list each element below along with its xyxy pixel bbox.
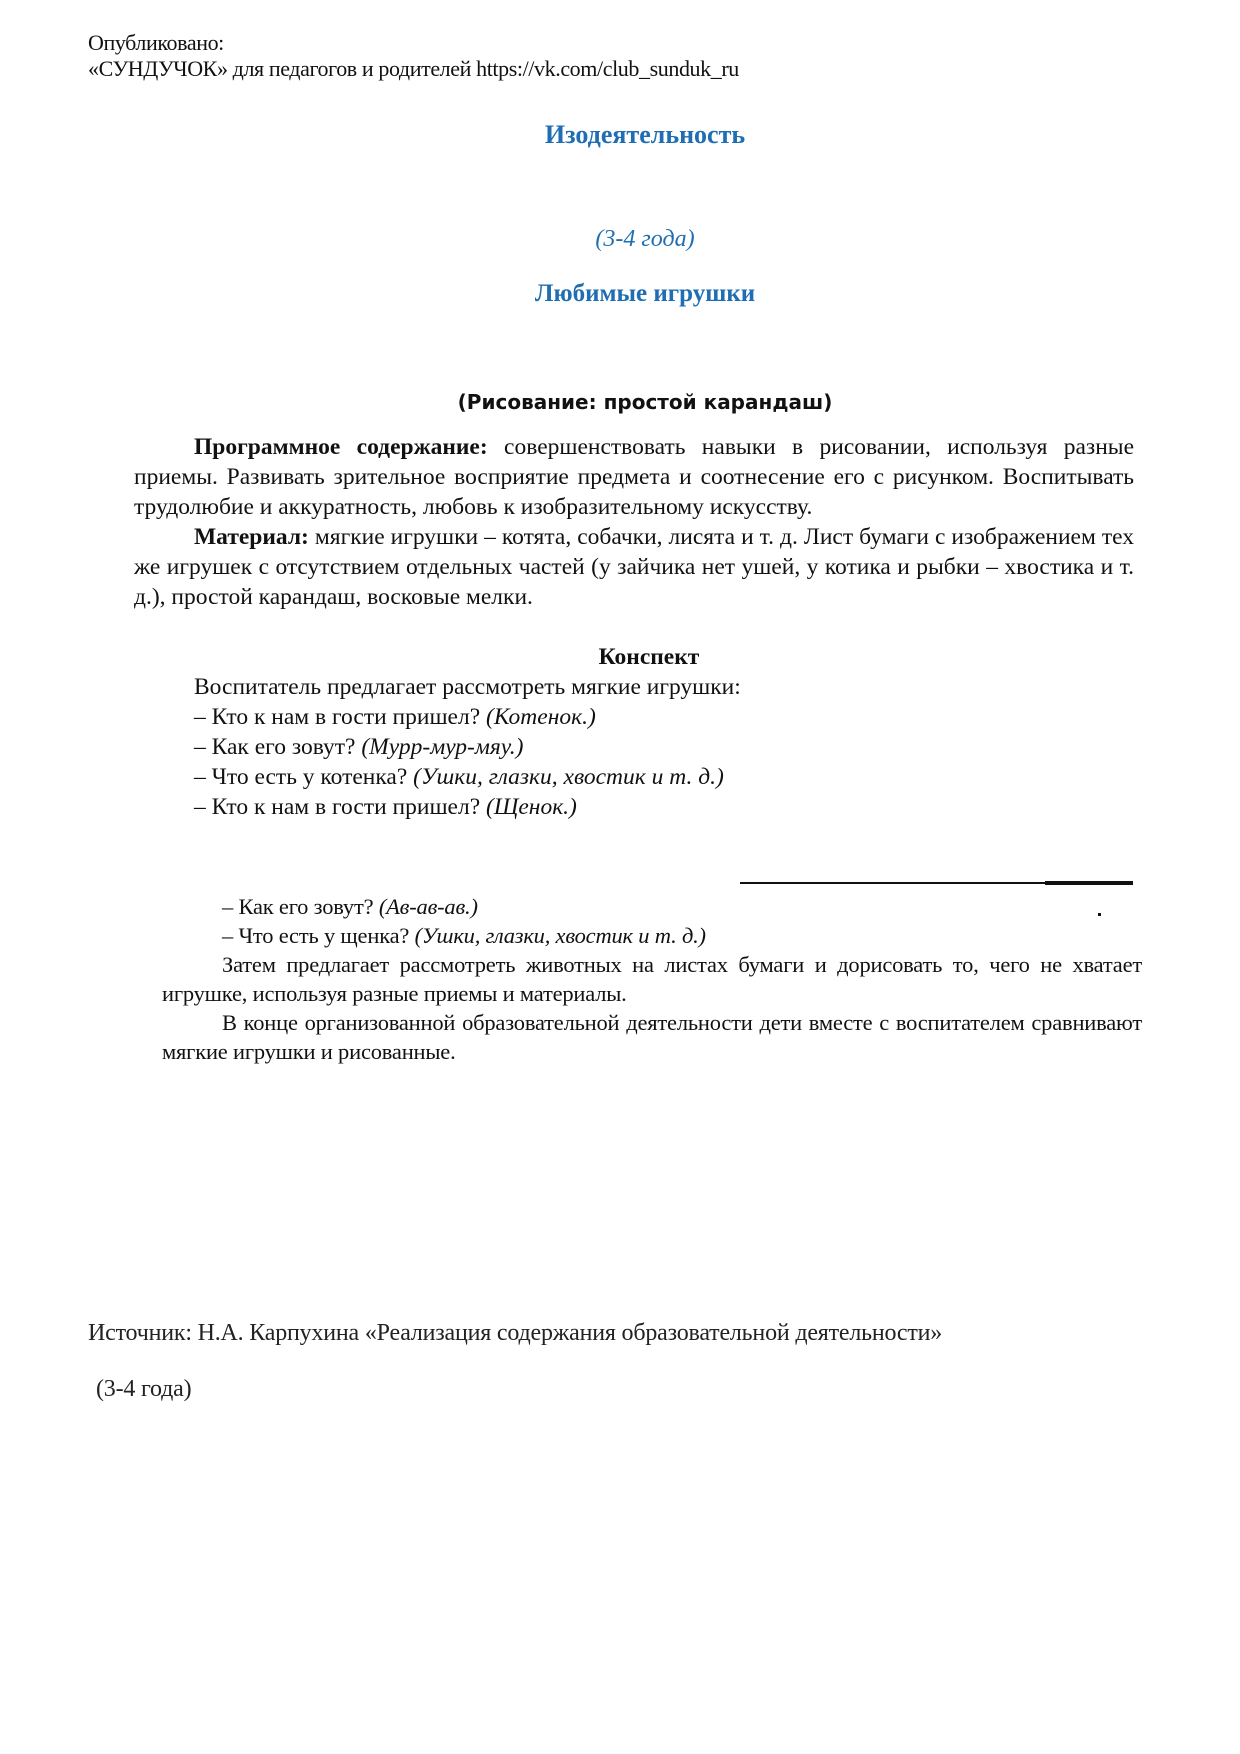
konspekt-section [134,642,1134,822]
dialogue-line: – Кто к нам в гости пришел? (Щенок.) [194,794,577,820]
closing-paragraph-2: В конце организованной образовательной деятельности дети вместе с воспитателем сравнивают мягкие игрушки и рисованные. [162,1010,1142,1064]
material-text: мягкие игрушки – котята, собачки, лисята и т. д. Лист бумаги с изображением тех же игрушек с отсутствием отдельных частей (у зайчика нет ушей, у котика и рыбки – хвостика и т. д.), простой карандаш, восковые мелки. [134,524,1134,610]
closing-paragraph-1: Затем предлагает рассмотреть животных на листах бумаги и дорисовать то, чего не хватает игрушке, используя разные приемы и материалы. [162,952,1142,1006]
konspekt-heading: Конспект [598,644,700,670]
source-age: (3-4 года) [96,1376,192,1402]
program-label: Программное содержание: [194,434,488,460]
dialogue-line: – Что есть у щенка? (Ушки, глазки, хвостик и т. д.) [222,923,706,948]
konspekt-continued [162,892,1142,1066]
konspekt-intro: Воспитатель предлагает рассмотреть мягкие игрушки: [194,674,741,700]
program-text: совершенствовать навыки в рисовании, используя разные приемы. Развивать зрительное восприятие предмета и соотнесение его с рисунком. Воспитывать трудолюбие и аккуратность, любовь к изобразительному искусству. [134,434,1135,520]
dialogue-line: – Кто к нам в гости пришел? (Котенок.) [194,704,596,730]
age-group: (3-4 года) [595,226,695,252]
material-paragraph [134,522,1134,612]
program-paragraph [134,432,1134,522]
program-content [134,432,1134,612]
dialogue-line: – Что есть у котенка? (Ушки, глазки, хвостик и т. д.) [194,764,724,790]
lesson-topic: Любимые игрушки [534,280,756,307]
dialogue-line: – Как его зовут? (Мурр-мур-мяу.) [194,734,524,760]
source-citation: Источник: Н.А. Карпухина «Реализация содержания образовательной деятельности» [88,1320,943,1346]
divider-line-thick [1045,881,1133,885]
dialogue-line: – Как его зовут? (Ав-ав-ав.) [222,894,478,919]
published-source: «СУНДУЧОК» для педагогов и родителей https://vk.com/club_sunduk_ru [88,56,739,81]
section-title: Изодеятельность [544,120,746,149]
material-label: Материал: [194,524,309,550]
lesson-subtitle: (Рисование: простой карандаш) [457,390,833,414]
published-label: Опубликовано: [88,30,224,55]
